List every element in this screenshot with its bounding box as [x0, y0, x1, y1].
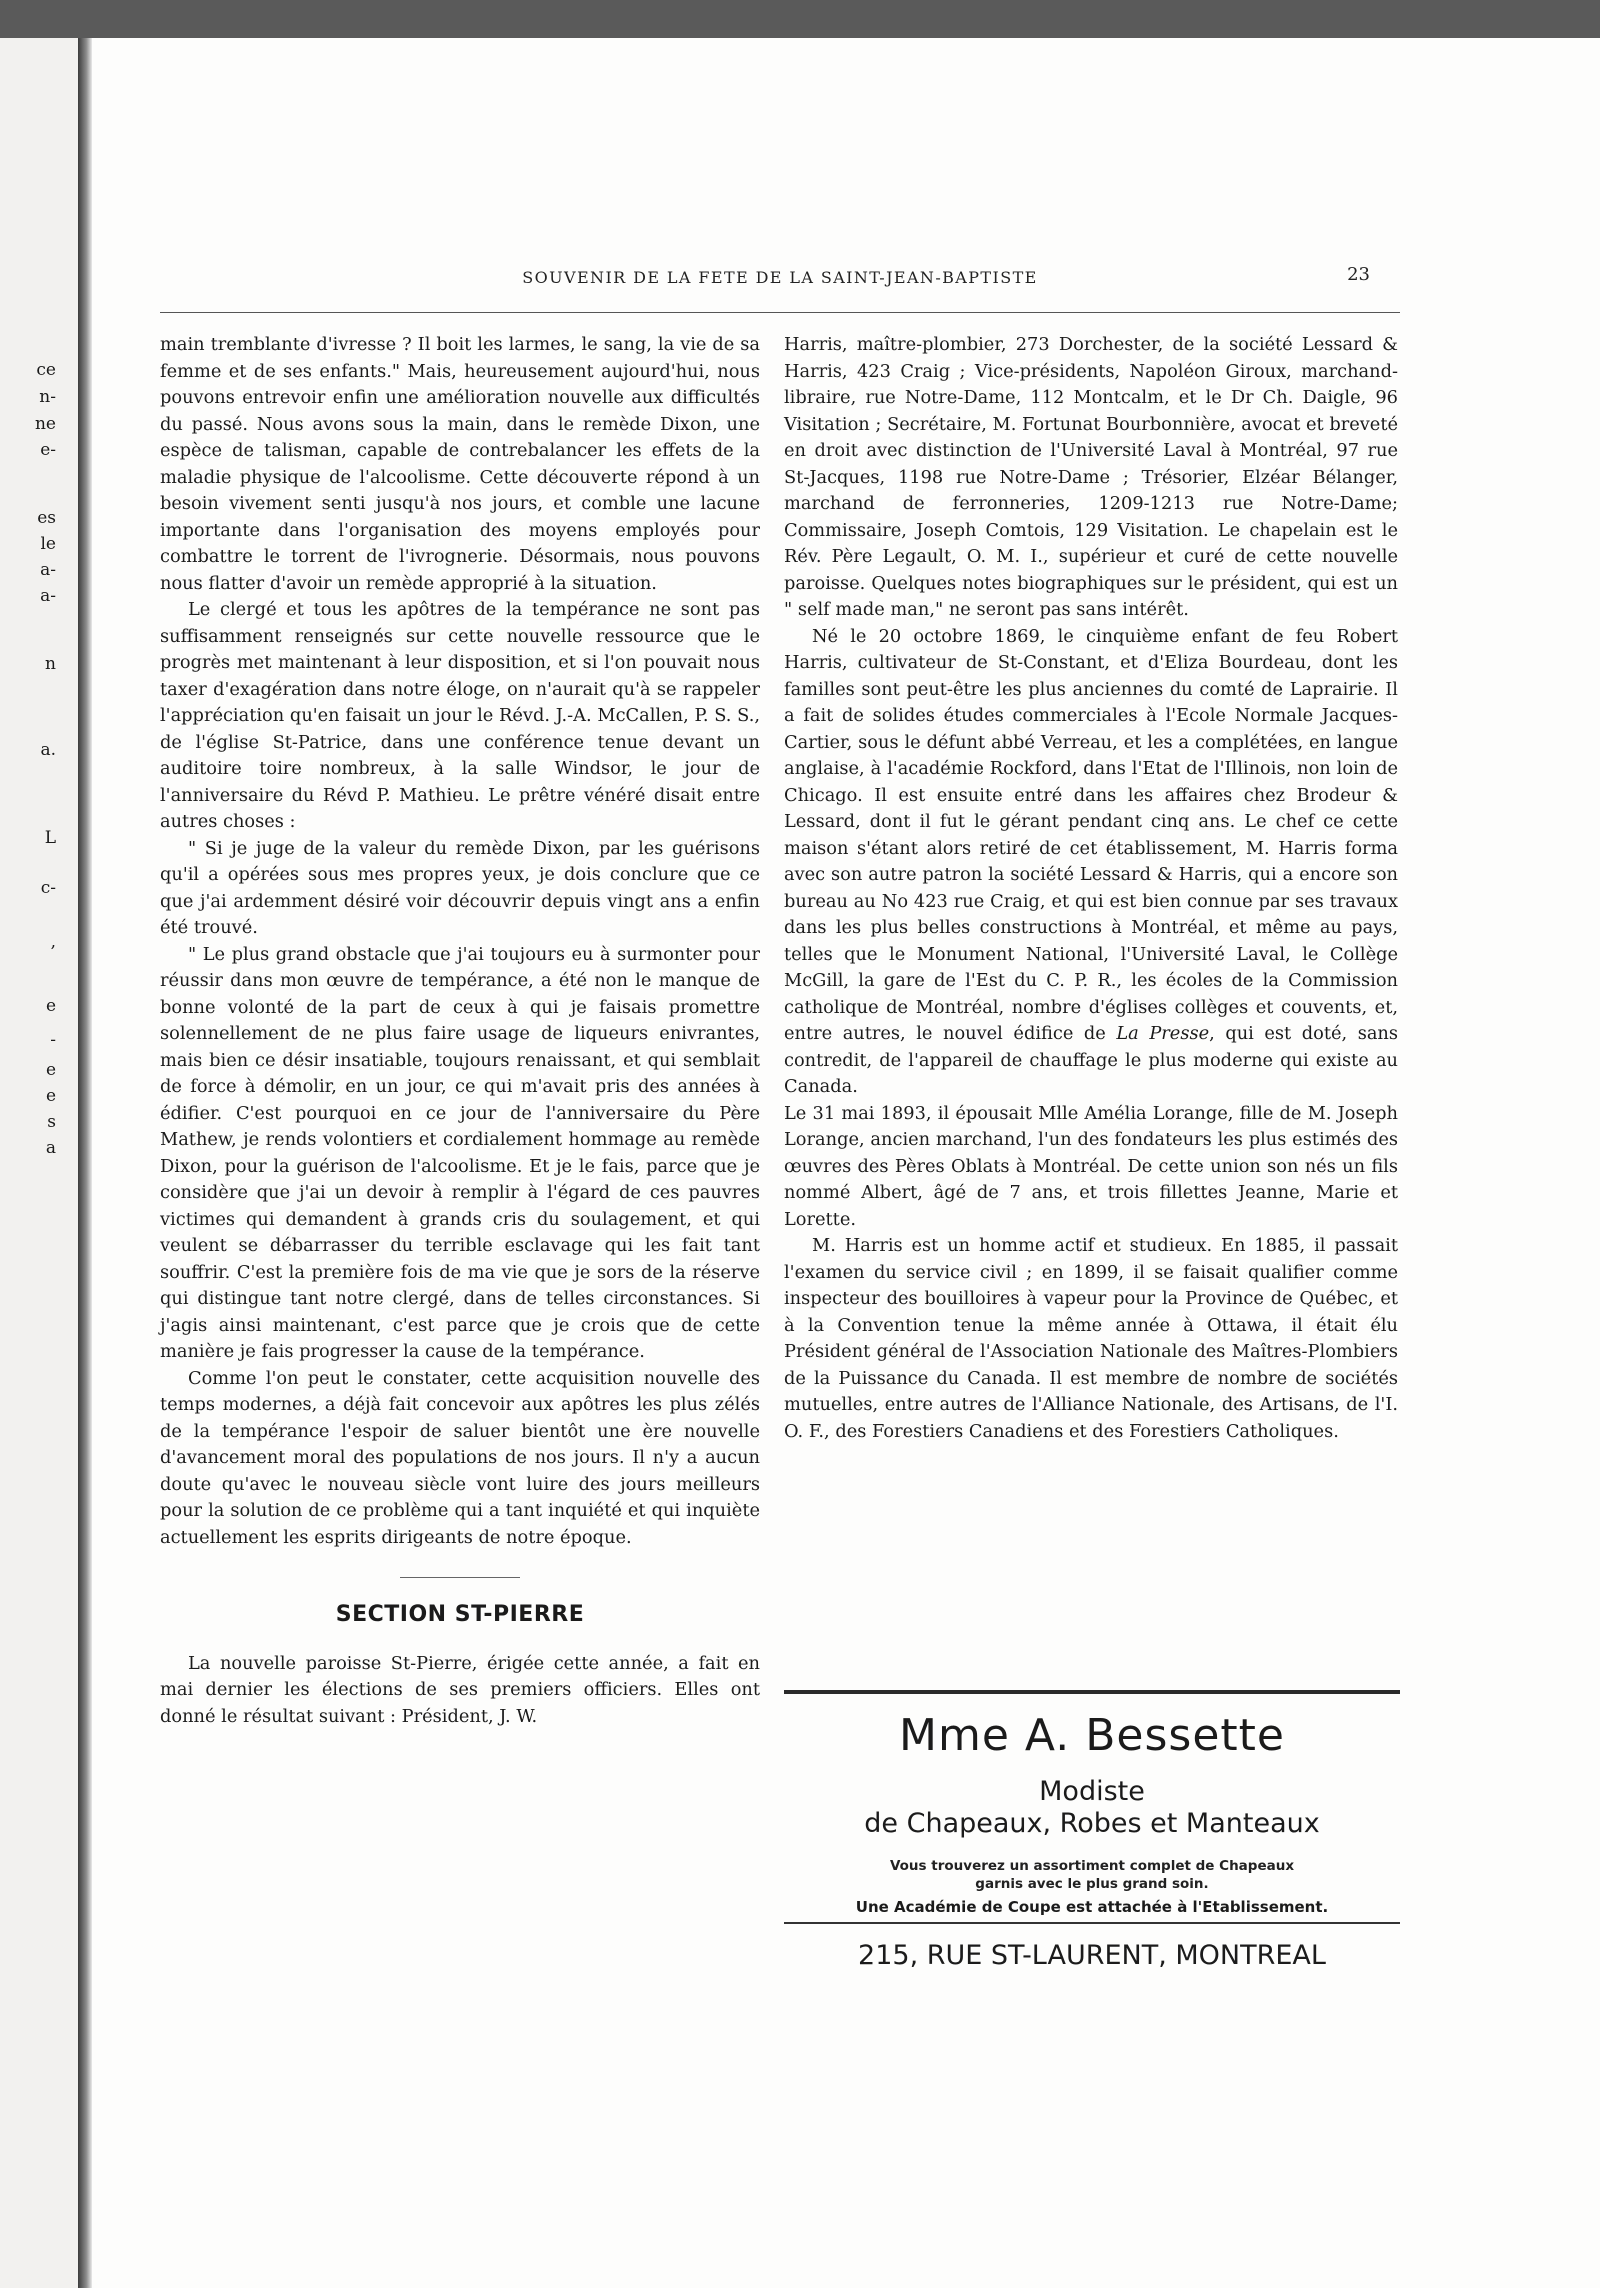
- running-header: [160, 262, 1400, 298]
- previous-page-fragments: [0, 360, 74, 1160]
- margin-fragment: e: [45, 1060, 56, 1080]
- margin-fragment: -: [50, 1030, 56, 1050]
- quote-paragraph: " Le plus grand obstacle que j'ai toujours eu à surmonter pour réussir dans mon œuvre de tempérance, a été non le manque de bonne volonté de la part de ceux à qui je faisais promettre solennellement de ne plus faire usage de liqueurs enivrantes, mais bien ce désir insatiable, toujours renaissant, et qui semblait de force à démolir, en un jour, ce qui m'avait pris des années à édifier. C'est pourquoi en ce jour de l'anniversaire du Père Mathew, je rends volontiers et cordialement hommage au remède Dixon, pour la guérison de l'alcoolisme. Et je le fais, parce que je considère que j'ai un devoir à remplir à l'égard de ces pauvres victimes qui demandent à grands cris du soulagement, et qui veulent se débarrasser du terrible esclavage qui les fait tant souffrir. C'est la première fois de ma vie que je sors de la réserve qui distingue tant notre clergé, dans de telles circonstances. Si j'agis ainsi maintenant, c'est parce que je crois que de cette manière je fais progresser la cause de la tempérance.: [160, 943, 760, 1362]
- section-separator: [400, 1577, 520, 1578]
- margin-fragment: e: [45, 1086, 56, 1106]
- page-gutter-shadow: [78, 38, 92, 2288]
- right-column: [784, 332, 1398, 1445]
- paragraph: Le clergé et tous les apôtres de la tempérance ne sont pas suffisamment renseignés sur cette nouvelle ressource que le progrès met maintenant à leur disposition, et si l'on pouvait nous taxer d'exagération dans notre éloge, on n'aurait qu'à se rappeler l'appréciation qu'en faisait un jour le Révd. J.-A. McCallen, P. S. S., de l'église St-Patrice, dans une conférence tenue devant un auditoire toire nombreux, à la salle Windsor, le jour de l'anniversaire du Révd P. Mathieu. Le prêtre vénéré disait entre autres choses :: [160, 599, 760, 832]
- margin-fragment: ,: [50, 932, 56, 952]
- ad-products: de Chapeaux, Robes et Manteaux: [864, 1808, 1320, 1839]
- margin-fragment: le: [40, 534, 56, 554]
- paragraph: main tremblante d'ivresse ? Il boit les larmes, le sang, la vie de sa femme et de ses enfants." Mais, heureusement aujourd'hui, nous pouvons entrevoir enfin une amélioration nouvelle aux difficultés du passé. Nous avons sous la main, dans le remède Dixon, une espèce de talisman, capable de contrebalancer les effets de la maladie physique de l'alcoolisme. Cette découverte répond à un besoin vivement senti jusqu'à nos jours, et comble une lacune importante dans l'organisation des moyens employés pour combattre le torrent de l'ivrognerie. Désormais, nous pouvons nous flatter d'avoir un remède approprié à la situation.: [160, 334, 760, 594]
- margin-fragment: ce: [36, 360, 56, 380]
- section-title: SECTION ST-PIERRE: [335, 1602, 585, 1627]
- header-title: SOUVENIR DE LA FETE DE LA SAINT-JEAN-BAPTISTE: [522, 268, 1038, 287]
- ad-assortment-line: Vous trouverez un assortiment complet de Chapeaux: [889, 1858, 1295, 1874]
- paragraph: M. Harris est un homme actif et studieux. En 1885, il passait l'examen du service civil ; en 1899, il se faisait qualifier comme inspecteur des bouilloires à vapeur pour la Province de Québec, et à la Convention tenue la même année à Ottawa, il était élu Président général de l'Association Nationale des Maîtres-Plombiers de la Puissance du Canada. Il est membre de nombre de sociétés mutuelles, entre autres de l'Alliance Nationale, des Artisans, de l'I. O. F., des Forestiers Canadiens et des Forestiers Catholiques.: [784, 1235, 1398, 1442]
- margin-fragment: es: [37, 508, 56, 528]
- ad-business-name: Mme A. Bessette: [899, 1710, 1285, 1761]
- margin-fragment: a-: [40, 560, 56, 580]
- margin-fragment: ne: [34, 414, 56, 434]
- header-rule: [160, 312, 1400, 313]
- ad-assortment-line: garnis avec le plus grand soin.: [975, 1876, 1209, 1892]
- paragraph: Le 31 mai 1893, il épousait Mlle Amélia Lorange, fille de M. Joseph Lorange, ancien marchand, l'un des fondateurs les plus estimés des œuvres des Pères Oblats à Montréal. De cette union son nés un fils nommé Albert, âgé de 7 ans, et trois fillettes Jeanne, Marie et Lorette.: [784, 1102, 1398, 1230]
- paragraph: La nouvelle paroisse St-Pierre, érigée cette année, a fait en mai dernier les élections de ses premiers officiers. Elles ont donné le résultat suivant : Président, J. W.: [160, 1652, 760, 1727]
- paragraph: [784, 624, 1398, 1101]
- paragraph: Comme l'on peut le constater, cette acquisition nouvelle des temps modernes, a déjà fait concevoir aux apôtres les plus zélés de la tempérance l'espoir de saluer bientôt une ère nouvelle d'avancement moral des populations de nos jours. Il n'y a aucun doute qu'avec le nouveau siècle vont luire des jours meilleurs pour la solution de ce problème qui a tant inquiété et qui inquiète actuellement les esprits dirigeants de notre époque.: [160, 1367, 760, 1548]
- margin-fragment: c-: [40, 878, 56, 898]
- viewer-top-bar: [0, 0, 1600, 38]
- margin-fragment: L: [44, 828, 56, 848]
- ad-profession: Modiste: [1039, 1776, 1145, 1807]
- advertisement: [784, 1690, 1400, 1990]
- text-run: Né le 20 octobre 1869, le cinquième enfant de feu Robert Harris, cultivateur de St-Constant, et d'Eliza Bourdeau, dont les familles sont peut-être les plus anciennes du comté de Laprairie. Il a fait de solides études commerciales à l'Ecole Normale Jacques-Cartier, sous le défunt abbé Verreau, et les a complétées, en langue anglaise, à l'académie Rockford, dans l'Etat de l'Illinois, non loin de Chicago. Il est ensuite entré dans les affaires chez Brodeur & Lessard, dont il fut le gérant pendant cinq ans. Le chef ce cette maison s'étant alors retiré de cet établissement, M. Harris forma avec son autre patron la société Lessard & Harris, qui a encore son bureau au No 423 rue Craig, et qui est bien connue par ses travaux dans les plus belles constructions à Montréal, et même au pays, telles que le Monument National, l'Université Laval, le Collège McGill, la gare de l'Est du C. P. R., les écoles de la Commission catholique de Montréal, nombre d'églises collèges et couvents, et, entre autres, le nouvel édifice de: [784, 625, 1398, 1044]
- margin-fragment: a: [45, 1138, 56, 1158]
- ad-academie-line: Une Académie de Coupe est attachée à l'Etablissement.: [855, 1898, 1329, 1916]
- ad-rule-top: [784, 1690, 1400, 1694]
- left-column: [160, 332, 760, 1730]
- page-number: 23: [1347, 264, 1370, 285]
- margin-fragment: a.: [40, 740, 56, 760]
- ad-address: 215, RUE ST-LAURENT, MONTREAL: [858, 1940, 1326, 1971]
- text-run: , qui est doté, sans contredit, de l'appareil de chauffage le plus moderne qui existe au Canada.: [784, 1023, 1398, 1097]
- margin-fragment: e: [45, 996, 56, 1016]
- margin-fragment: n: [45, 654, 56, 674]
- margin-fragment: n-: [39, 387, 56, 407]
- margin-fragment: e-: [40, 440, 56, 460]
- paragraph: Harris, maître-plombier, 273 Dorchester, de la société Lessard & Harris, 423 Craig ; Vice-présidents, Napoléon Giroux, marchand-libraire, rue Notre-Dame, 112 Montcalm, et le Dr Ch. Daigle, 96 Visitation ; Secrétaire, M. Fortunat Bourbonnière, avocat et breveté en droit avec distinction de l'Université Laval à Montréal, 97 rue St-Jacques, 1198 rue Notre-Dame ; Trésorier, Elzéar Bélanger, marchand de ferronneries, 1209-1213 rue Notre-Dame; Commissaire, Joseph Comtois, 129 Visitation. Le chapelain est le Rév. Père Legault, O. M. I., supérieur et curé de cette nouvelle paroisse. Quelques notes biographiques sur le président, qui est un " self made man," ne seront pas sans intérêt.: [784, 334, 1398, 620]
- newspaper-title: La Presse: [1116, 1023, 1210, 1044]
- margin-fragment: a-: [40, 586, 56, 606]
- margin-fragment: s: [47, 1112, 56, 1132]
- ad-rule-middle: [784, 1922, 1400, 1924]
- quote-paragraph: " Si je juge de la valeur du remède Dixon, par les guérisons qu'il a opérées sous mes propres yeux, je dois conclure que ce que j'ai ardemment désiré voir découvrir depuis vingt ans a enfin été trouvé.: [160, 837, 760, 938]
